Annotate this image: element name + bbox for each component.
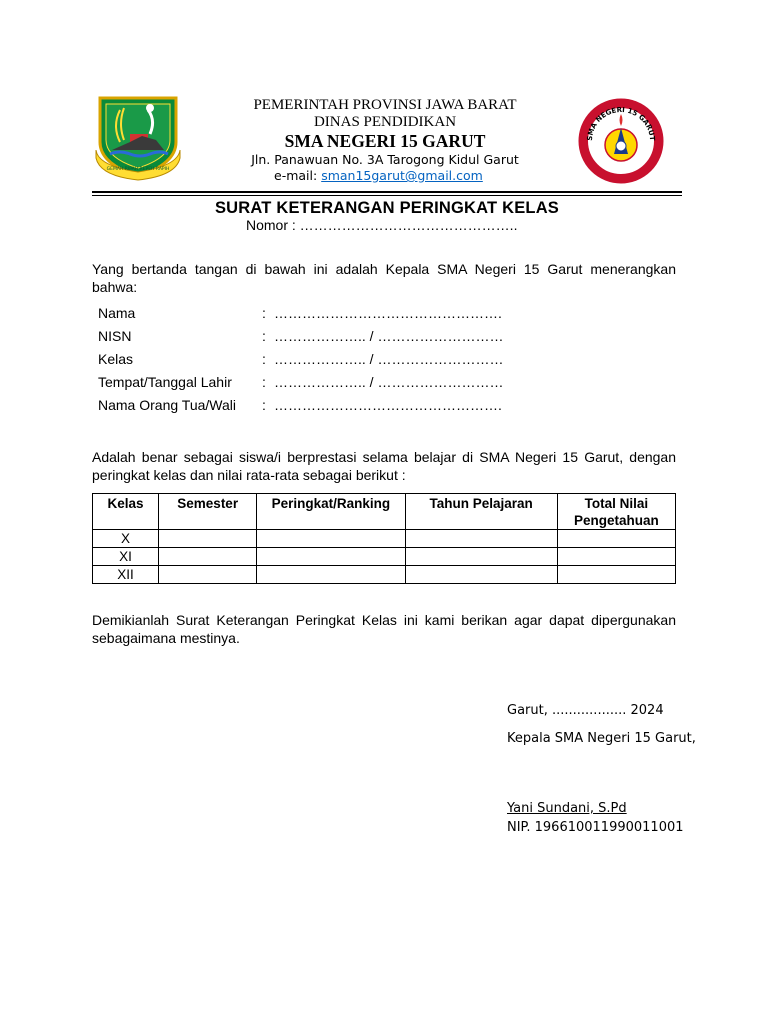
cell-peringkat[interactable] — [257, 548, 405, 566]
intro-paragraph: Yang bertanda tangan di bawah ini adalah Kepala SMA Negeri 15 Garut menerangkan bahwa: — [92, 261, 676, 295]
row-kelas: X — [93, 530, 159, 548]
cell-tahun[interactable] — [405, 548, 557, 566]
field-colon: : — [262, 351, 266, 367]
row-kelas: XII — [93, 566, 159, 584]
cell-tahun[interactable] — [405, 566, 557, 584]
field-label: NISN — [98, 328, 132, 344]
signature-place-date: Garut, .................. 2024 — [507, 703, 664, 718]
cell-peringkat[interactable] — [257, 530, 405, 548]
field-colon: : — [262, 305, 266, 321]
table-header-row — [93, 494, 676, 530]
field-label: Nama — [98, 305, 136, 321]
cell-total-nilai[interactable] — [557, 566, 675, 584]
intro-block — [92, 260, 676, 296]
table-row — [93, 530, 676, 548]
kop-email-line — [274, 168, 483, 183]
cell-semester[interactable] — [159, 566, 257, 584]
kop-line-1: PEMERINTAH PROVINSI JAWA BARAT — [253, 97, 517, 113]
kop-address: Jln. Panawuan No. 3A Tarogong Kidul Garut — [251, 152, 519, 167]
document-number: Nomor : ……………………………………….. — [246, 217, 518, 233]
statement-paragraph: Adalah benar sebagai siswa/i berprestasi selama belajar di SMA Negeri 15 Garut, dengan peringkat kelas dan nilai rata-rata sebagai berikut : — [92, 449, 676, 483]
field-label: Nama Orang Tua/Wali — [98, 397, 236, 413]
cell-peringkat[interactable] — [257, 566, 405, 584]
field-label: Tempat/Tanggal Lahir — [98, 374, 232, 390]
seal-text: SMA NEGERI 15 GARUT — [585, 105, 657, 142]
cell-total-nilai[interactable] — [557, 548, 675, 566]
signature-nip: NIP. 196610011990011001 — [507, 820, 684, 835]
row-kelas: XI — [93, 548, 159, 566]
closing-paragraph: Demikianlah Surat Keterangan Peringkat Kelas ini kami berikan agar dapat dipergunakan sebagaimana mestinya. — [92, 612, 676, 646]
field-colon: : — [262, 397, 266, 413]
field-blank: ……………….. / ……………………… — [274, 328, 504, 344]
table-row — [93, 566, 676, 584]
emblem-svg — [90, 90, 186, 182]
document-title: SURAT KETERANGAN PERINGKAT KELAS — [214, 199, 560, 217]
kop-school-name: SMA NEGERI 15 GARUT — [284, 131, 486, 151]
col-header-kelas: Kelas — [93, 494, 159, 530]
cell-semester[interactable] — [159, 530, 257, 548]
col-header-peringkat: Peringkat/Ranking — [257, 494, 405, 530]
col-header-semester: Semester — [159, 494, 257, 530]
signature-position: Kepala SMA Negeri 15 Garut, — [507, 731, 696, 746]
school-seal — [578, 98, 664, 184]
col-header-tahun: Tahun Pelajaran — [405, 494, 557, 530]
kop-line-2: DINAS PENDIDIKAN — [313, 114, 457, 130]
table-row — [93, 548, 676, 566]
ranking-table — [92, 493, 676, 584]
field-blank: …………………………………………. — [274, 397, 502, 413]
field-blank: ……………….. / ……………………… — [274, 351, 504, 367]
col-header-total-nilai: Total Nilai Pengetahuan — [557, 494, 675, 530]
kop-divider-thick — [92, 191, 682, 193]
emblem-motto: GEMAH RIPAH REPEH RAPIH — [106, 167, 170, 172]
jawa-barat-emblem — [90, 90, 186, 182]
closing-block — [92, 611, 676, 647]
email-link[interactable]: sman15garut@gmail.com — [321, 168, 483, 183]
signature-name: Yani Sundani, S.Pd — [507, 801, 627, 816]
field-blank: …………………………………………. — [274, 305, 502, 321]
email-label: e-mail: — [274, 168, 318, 183]
field-label: Kelas — [98, 351, 134, 367]
cell-semester[interactable] — [159, 548, 257, 566]
kop-divider-thin — [92, 195, 682, 196]
cell-tahun[interactable] — [405, 530, 557, 548]
cell-total-nilai[interactable] — [557, 530, 675, 548]
field-colon: : — [262, 374, 266, 390]
field-blank: ……………….. / ……………………… — [274, 374, 504, 390]
field-colon: : — [262, 328, 266, 344]
statement-block — [92, 448, 676, 484]
